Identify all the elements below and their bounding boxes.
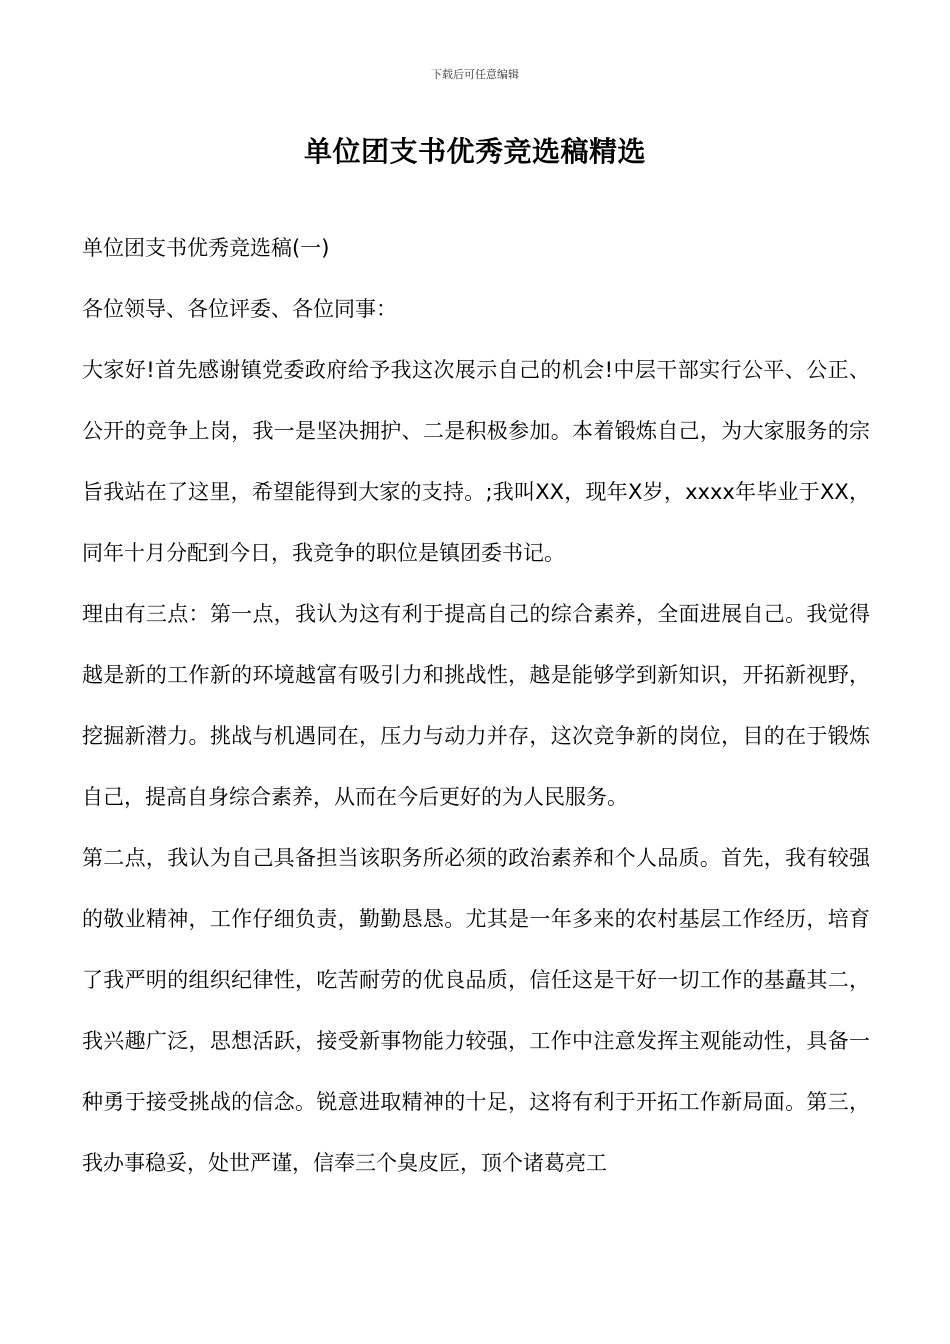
document-body bbox=[82, 218, 870, 1194]
document-title: 单位团支书优秀竞选稿精选 bbox=[303, 135, 646, 168]
paragraph-intro: 大家好!首先感谢镇党委政府给予我这次展示自己的机会!中层干部实行公平、公正、公开的竞争上岗，我一是坚决拥护、二是积极参加。本着锻炼自己，为大家服务的宗旨我站在了这里，希望能得到大家的支持。;我叫XX，现年X岁，xxxx年毕业于XX，同年十月分配到今日，我竞争的职位是镇团委书记。 bbox=[82, 358, 870, 565]
section-heading: 单位团支书优秀竞选稿(一) bbox=[82, 236, 330, 260]
header-note: 下载后可任意编辑 bbox=[431, 68, 519, 81]
paragraph-reason-two: 第二点，我认为自己具备担当该职务所必须的政治素养和个人品质。首先，我有较强的敬业精神，工作仔细负责，勤勤恳恳。尤其是一年多来的农村基层工作经历，培育了我严明的组织纪律性，吃苦耐劳的优良品质，信任这是干好一切工作的基矗其二，我兴趣广泛，思想活跃，接受新事物能力较强，工作中注意发挥主观能动性，具备一种勇于接受挑战的信念。锐意进取精神的十足，这将有利于开拓工作新局面。第三，我办事稳妥，处世严谨，信奉三个臭皮匠，顶个诸葛亮工 bbox=[82, 846, 870, 1175]
salutation: 各位领导、各位评委、各位同事： bbox=[82, 297, 397, 321]
paragraph-reason-one: 理由有三点：第一点，我认为这有利于提高自己的综合素养，全面进展自己。我觉得越是新的工作新的环境越富有吸引力和挑战性，越是能够学到新知识，开拓新视野，挖掘新潜力。挑战与机遇同在，压力与动力并存，这次竞争新的岗位，目的在于锻炼自己，提高自身综合素养，从而在今后更好的为人民服务。 bbox=[82, 602, 870, 809]
